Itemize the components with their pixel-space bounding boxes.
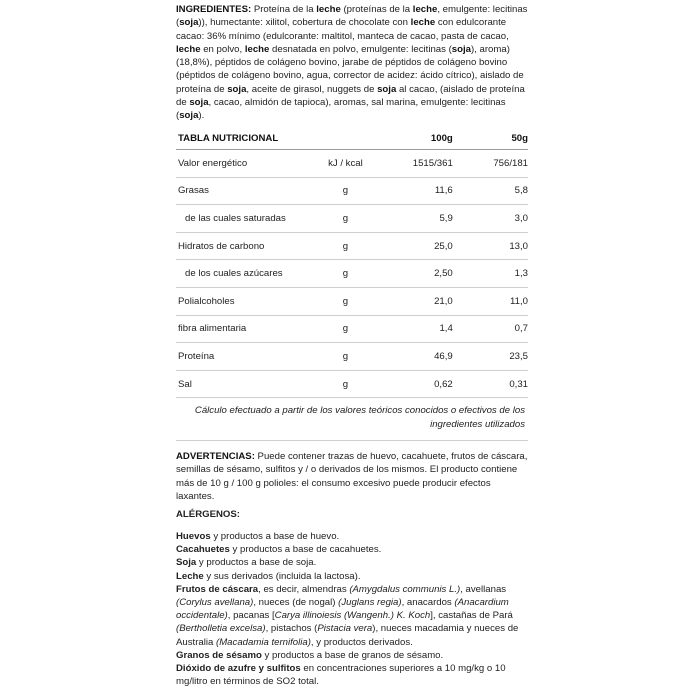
ingredients-heading: INGREDIENTES: [176,4,252,15]
scientific-name: (Bertholletia excelsa) [176,623,266,635]
scientific-name: Pistacia vera [317,623,373,635]
allergen-highlight: soja [189,97,209,109]
allergen-text: , pacanas [ [227,610,275,622]
ingredients-fragment: con edulcorante cacao: 36% mínimo (edulcorante: maltitol, manteca de cacao, pasta de cacao, [176,17,509,42]
allergen-item [176,583,528,649]
value-50g: 23,5 [453,343,528,371]
allergen-item [176,570,528,583]
warnings-paragraph [176,450,528,503]
ingredients-fragment: (proteínas de la [340,4,413,15]
allergen-name: Leche [176,570,204,582]
value-100g: 11,6 [389,177,453,205]
allergen-text: y productos a base de soja. [196,557,317,569]
nutrient-unit: g [302,205,389,233]
allergen-name: Cacahuetes [176,544,230,556]
value-50g: 0,31 [453,370,528,398]
nutrient-unit: g [302,260,389,288]
allergen-item [176,556,528,569]
ingredients-fragment: , emulgente: lecitinas ( [176,4,528,29]
divider [176,440,528,441]
allergen-text: , es decir, almendras [258,583,350,595]
nutrition-row [176,232,528,260]
scientific-name: (Macadamia ternifolia) [216,636,311,648]
nutrient-label: Polialcoholes [176,287,302,315]
nutrition-row [176,287,528,315]
nutrition-row [176,205,528,233]
allergen-highlight: soja [451,43,471,55]
ingredients-fragment: )), humectante: xilitol, cobertura de chocolate con [198,17,411,29]
nutrient-unit: g [302,232,389,260]
allergen-item [176,530,528,543]
scientific-name: (Amygdalus communis L.) [349,583,461,595]
ingredients-fragment: Proteína de la [251,4,317,15]
value-50g: 0,7 [453,315,528,343]
allergen-name: Soja [176,557,197,569]
ingredients-text [176,4,527,121]
allergens-heading: ALÉRGENOS: [176,509,240,520]
value-100g: 1,4 [389,315,453,343]
allergen-name: Granos de sésamo [176,649,262,661]
allergen-text: , anacardos [401,597,455,609]
ingredients-fragment: ). [198,110,205,122]
allergen-text: , y productos derivados. [310,636,413,648]
warnings-heading: ADVERTENCIAS: [176,451,255,462]
nutrient-unit: g [302,177,389,205]
value-50g: 13,0 [453,232,528,260]
nutrient-unit: g [302,287,389,315]
nutrition-row [176,315,528,343]
column-50g: 50g [453,128,528,150]
nutrition-header-row [176,128,528,150]
ingredients-fragment: ), aroma) (18,8%), péptidos de colágeno bovino, jarabe de péptidos de colágeno bovino (péptidos de colágeno bovino, agua, corrector de acidez: ácido cítrico), aislado de proteína de [176,43,524,95]
nutrient-unit: g [302,343,389,371]
allergen-highlight: leche [316,4,341,15]
value-100g: 46,9 [389,343,453,371]
ingredients-fragment: desnatada en polvo, emulgente: lecitinas ( [269,43,452,55]
nutrition-note: Cálculo efectuado a partir de los valores teóricos conocidos o efectivos de los ingredientes utilizados [194,405,525,430]
nutrition-table [176,128,528,398]
allergen-text: ), nueces macadamia y nueces de Australia [176,623,519,648]
allergen-item [176,649,528,662]
ingredients-fragment: al cacao, (aislado de proteína de [176,83,525,109]
nutrition-row [176,150,528,178]
nutrient-unit: g [302,315,389,343]
allergen-highlight: leche [176,43,201,55]
nutrient-label: fibra alimentaria [176,315,302,343]
ingredients-fragment: , cacao, almidón de tapioca), aromas, sal marina, emulgente: lecitinas ( [176,97,506,122]
value-100g: 0,62 [389,370,453,398]
value-50g: 756/181 [453,150,528,178]
allergen-highlight: soja [179,110,199,122]
allergen-item [176,543,528,556]
nutrient-label: de los cuales azúcares [176,260,302,288]
nutrition-row [176,260,528,288]
value-100g: 21,0 [389,287,453,315]
value-50g: 3,0 [453,205,528,233]
allergen-highlight: leche [412,4,438,15]
allergen-name: Frutos de cáscara [176,583,259,595]
nutrition-title: TABLA NUTRICIONAL [176,128,389,150]
ingredients-fragment: , aceite de girasol, nuggets de [246,83,378,95]
value-50g: 1,3 [453,260,528,288]
allergen-text: , avellanas [460,583,507,595]
nutrition-row [176,370,528,398]
nutrition-row [176,343,528,371]
allergen-text: , nueces (de nogal) [253,597,339,609]
nutrition-rows [176,150,528,398]
allergen-highlight: soja [227,83,247,95]
nutrient-unit: kJ / kcal [302,150,389,178]
allergen-text: y productos a base de granos de sésamo. [261,649,444,661]
warnings-text: Puede contener trazas de huevo, cacahuete, frutos de cáscara, semillas de sésamo, sulfitos y / o derivados de los mismos. El producto contiene más de 10 g / 100 g polioles: el consumo excesivo puede producir efectos laxantes. [176,451,528,502]
allergen-text: en concentraciones superiores a 10 mg/kg o 10 mg/litro en términos de SO2 total. [176,663,506,688]
ingredients-paragraph [176,3,528,123]
allergen-highlight: soja [179,17,199,29]
value-50g: 11,0 [453,287,528,315]
allergens-list [176,530,528,688]
scientific-name: (Anacardium occidentale) [176,597,509,622]
scientific-name: (Corylus avellana) [176,597,254,609]
nutrient-label: Proteína [176,343,302,371]
nutrition-row [176,177,528,205]
column-100g: 100g [389,128,453,150]
nutrient-label: Valor energético [176,150,302,178]
allergen-highlight: leche [244,43,270,55]
allergen-highlight: leche [410,17,436,29]
nutrient-label: de las cuales saturadas [176,205,302,233]
allergen-text: , pistachos ( [265,623,318,635]
nutrient-label: Grasas [176,177,302,205]
nutrient-label: Sal [176,370,302,398]
scientific-name: Carya illinoiesis (Wangenh.) K. Koch [274,610,431,622]
allergen-name: Dióxido de azufre y sulfitos [176,663,301,675]
allergen-highlight: soja [377,83,397,95]
allergen-text: y productos a base de huevo. [210,531,340,542]
allergen-text: y productos a base de cacahuetes. [229,544,382,556]
ingredients-fragment: en polvo, [200,43,245,55]
value-100g: 25,0 [389,232,453,260]
allergen-name: Huevos [176,531,211,542]
value-100g: 2,50 [389,260,453,288]
allergen-item [176,662,528,688]
value-100g: 1515/361 [389,150,453,178]
nutrient-unit: g [302,370,389,398]
value-100g: 5,9 [389,205,453,233]
value-50g: 5,8 [453,177,528,205]
allergen-text: ], castañas de Pará [430,610,513,622]
nutrient-label: Hidratos de carbono [176,232,302,260]
allergen-text: y sus derivados (incluida la lactosa). [203,570,361,582]
scientific-name: (Juglans regia) [338,597,402,609]
